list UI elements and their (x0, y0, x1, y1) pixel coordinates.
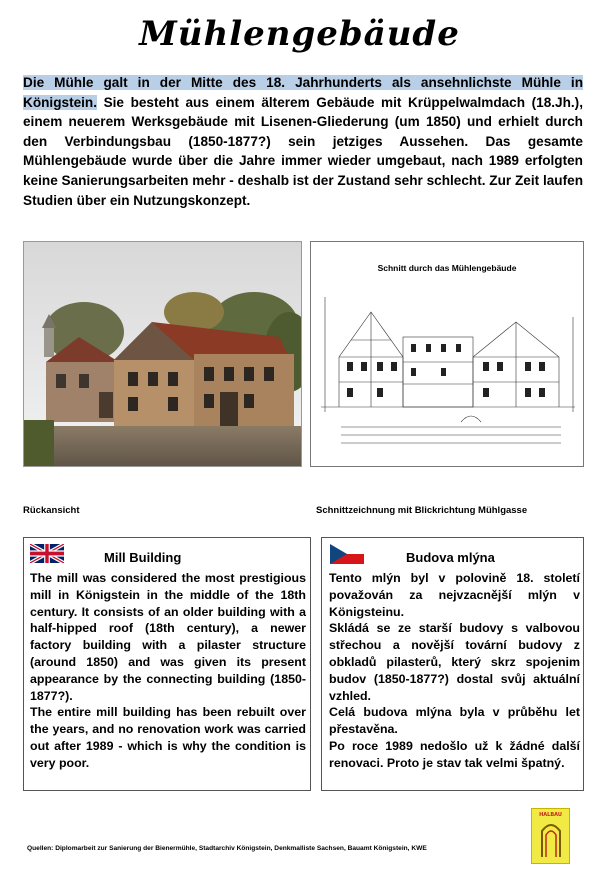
english-paragraph-2: The entire mill building has been rebuilt over the years, and no renovation work was carried out after 1989 - which is why the condition is very poor. (30, 705, 306, 770)
sources-footnote: Quellen: Diplomarbeit zur Sanierung der Bienermühle, Stadtarchiv Königstein, Denkmalliste Sachsen, Bauamt Königstein, KWE (27, 845, 427, 852)
intro-highlighted-text[interactable]: Die Mühle galt in der Mitte des 18. Jahrhunderts als ansehnlichste Mühle in Königstein. (23, 75, 583, 110)
intro-paragraph (23, 73, 583, 210)
english-body (30, 570, 306, 772)
caption-section-drawing: Schnittzeichnung mit Blickrichtung Mühlgasse (316, 505, 528, 516)
czech-flag-icon (330, 544, 364, 564)
uk-flag-icon (30, 544, 64, 563)
section-drawing-title: Schnitt durch das Mühlengebäude (377, 263, 517, 273)
english-text-box (23, 537, 311, 791)
czech-heading: Budova mlýna (406, 550, 495, 565)
intro-text: Sie besteht aus einem älterem Gebäude mit Krüppelwalmdach (18.Jh.), einem neuerem Werksgebäude mit Lisenen-Gliederung (um 1850) und erhielt durch den Verbindungsbau (1850-1877?) sein jetziges Aussehen. Das gesamte Mühlengebäude wurde über die Jahre immer wieder umgebaut, nach 1989 erfolgten keine Sanierungsarbeiten mehr - deshalb ist der Zustand sehr schlecht. Zur Zeit laufen Studien über ein Nutzungskonzept. (23, 94, 583, 208)
czech-paragraph-2: Skládá se ze starší budovy s valbovou střechou a novější tovární budovy z obkladů pilasterů, který skrz spojenim budov (1850-1877?) dostal svůj aktuální vzhled. (329, 621, 580, 703)
english-paragraph-1: The mill was considered the most prestigious mill in Königstein in the middle of the 18th century. It consists of an older building with a half-hipped roof (18th century), a newer factory building with a pilaster structure (around 1850) and was given its present appearance by the connecting building (1850-1877?). (30, 571, 306, 703)
english-heading: Mill Building (104, 550, 182, 565)
logo-text: HALBAU (539, 812, 562, 818)
czech-text-box (321, 537, 584, 791)
section-drawing (310, 241, 584, 467)
halbau-logo (531, 808, 570, 864)
czech-paragraph-4: Po roce 1989 nedošlo už k žádné další renovaci. Proto je stav tak velmi špatný. (329, 738, 580, 770)
czech-body (329, 570, 580, 772)
page-title: Mühlengebäude (139, 14, 460, 54)
mill-rear-photo (23, 241, 302, 467)
czech-paragraph-3: Celá budova mlýna byla v průběhu let přestavěna. (329, 705, 580, 737)
czech-paragraph-1: Tento mlýn byl v polovině 18. století považován za nejvzacnější mlýn v Königsteinu. (329, 571, 580, 619)
caption-rear-view: Rückansicht (23, 505, 80, 516)
